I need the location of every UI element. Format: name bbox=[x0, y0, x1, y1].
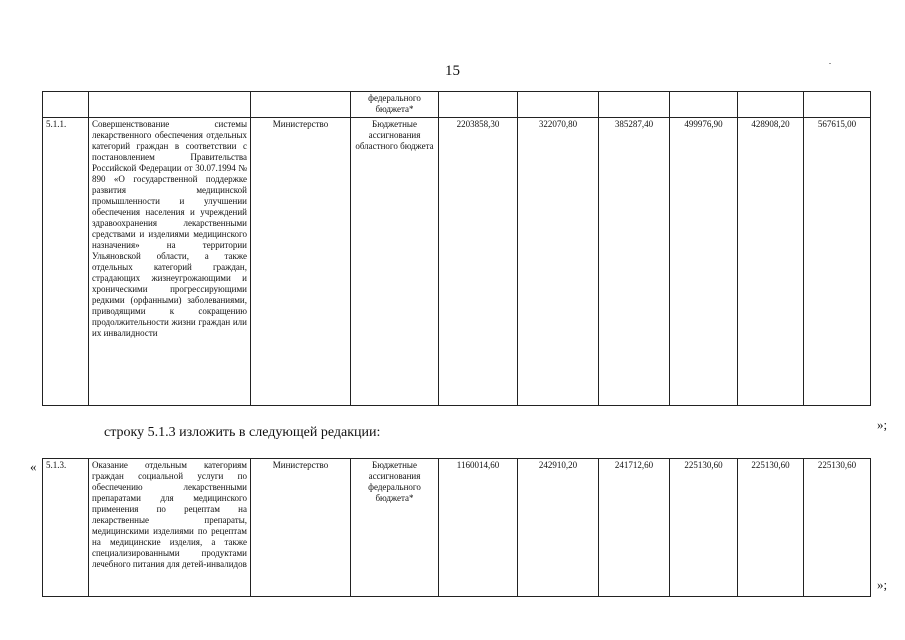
value-year-3: 225130,60 bbox=[670, 459, 738, 597]
table-row-5-1-3 bbox=[43, 459, 871, 597]
cell-empty bbox=[439, 92, 518, 118]
row-number: 5.1.3. bbox=[43, 459, 89, 597]
cell-empty bbox=[89, 92, 251, 118]
row-executor: Министерство bbox=[251, 459, 351, 597]
page-number: 15 bbox=[445, 63, 460, 79]
cell-empty bbox=[670, 92, 738, 118]
closing-quote-1: »; bbox=[877, 417, 888, 432]
cell-empty bbox=[43, 92, 89, 118]
value-year-3: 499976,90 bbox=[670, 118, 738, 406]
closing-quote-2: »; bbox=[877, 577, 888, 592]
value-total: 1160014,60 bbox=[439, 459, 518, 597]
instruction-text: строку 5.1.3 изложить в следующей редакции: bbox=[104, 425, 381, 440]
funding-source-cell: федерального бюджета* bbox=[351, 92, 439, 118]
cell-empty bbox=[738, 92, 804, 118]
table-row-5-1-1 bbox=[43, 118, 871, 406]
program-table-1 bbox=[42, 91, 871, 406]
value-year-5: 567615,00 bbox=[804, 118, 871, 406]
value-year-1: 322070,80 bbox=[518, 118, 599, 406]
row-description: Оказание отдельным категориям граждан социальной услуги по обеспечению лекарственными препаратами для медицинского применения по рецептам на лекарственные препараты, медицинскими изделиями по рецептам на медицинские изделия, а также специализированными продуктами лечебного питания для детей-инвалидов bbox=[89, 459, 251, 597]
value-year-2: 385287,40 bbox=[599, 118, 670, 406]
value-year-4: 428908,20 bbox=[738, 118, 804, 406]
row-executor: Министерство bbox=[251, 118, 351, 406]
program-table-2 bbox=[42, 458, 871, 597]
cell-empty bbox=[599, 92, 670, 118]
row-number: 5.1.1. bbox=[43, 118, 89, 406]
opening-quote: « bbox=[30, 459, 37, 474]
cell-empty bbox=[251, 92, 351, 118]
scan-speck bbox=[829, 63, 831, 64]
row-funding-source: Бюджетные ассигнования областного бюджета bbox=[351, 118, 439, 406]
value-year-1: 242910,20 bbox=[518, 459, 599, 597]
cell-empty bbox=[804, 92, 871, 118]
table1-top-row bbox=[43, 92, 871, 118]
value-year-2: 241712,60 bbox=[599, 459, 670, 597]
row-description: Совершенствование системы лекарственного обеспечения отдельных категорий граждан в соответствии с постановлением Правительства Российской Федерации от 30.07.1994 № 890 «О государственной поддержке развития медицинской промышленности и улучшении обеспечения населения и учреждений здравоохранения лекарственными средствами и изделиями медицинского назначения» на территории Ульяновской области, а также отдельных категорий граждан, страдающих жизнеугрожающими и хроническими прогрессирующими редкими (орфанными) заболеваниями, приводящими к сокращению продолжительности жизни граждан или их инвалидности bbox=[89, 118, 251, 406]
value-year-4: 225130,60 bbox=[738, 459, 804, 597]
row-funding-source: Бюджетные ассигнования федерального бюджета* bbox=[351, 459, 439, 597]
value-year-5: 225130,60 bbox=[804, 459, 871, 597]
cell-empty bbox=[518, 92, 599, 118]
value-total: 2203858,30 bbox=[439, 118, 518, 406]
